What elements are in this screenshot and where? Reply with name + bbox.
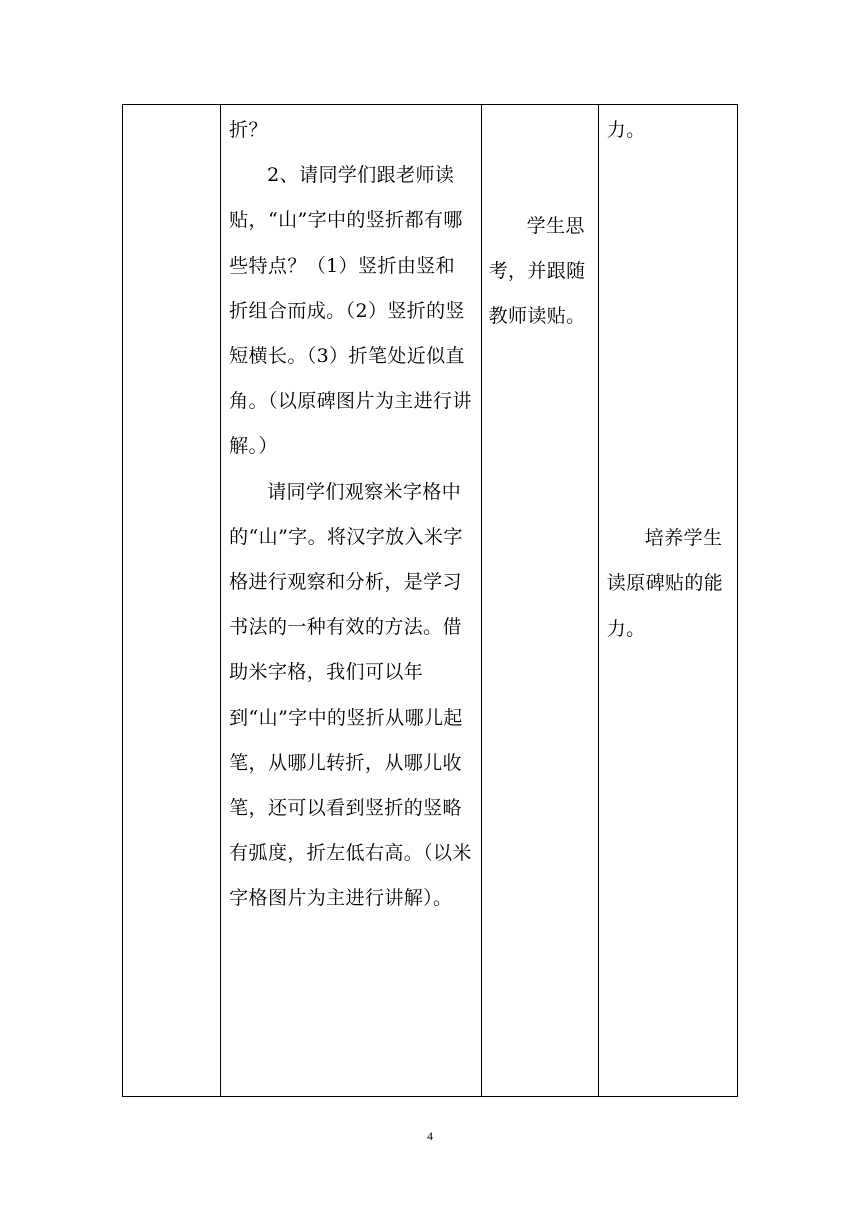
teacher-activity-continuation: 折？ <box>229 119 268 141</box>
lesson-table <box>122 104 738 1097</box>
teacher-activity-cell <box>221 105 481 1097</box>
cell-spacer <box>607 153 731 516</box>
teacher-activity-step-2: 2、请同学们跟老师读贴，“山”字中的竖折都有哪些特点？（1）竖折由竖和折组合而成。（2）竖折的竖短横长。（3）折笔处近似直角。（以原碑图片为主进行讲解。） <box>229 164 472 458</box>
cell-spacer <box>489 108 592 204</box>
empty-cell <box>123 105 221 1097</box>
teacher-activity-observation: 请同学们观察米字格中的“山”字。将汉字放入米字格进行观察和分析，是学习书法的一种有效的方法。借助米字格，我们可以年到“山”字中的竖折从哪儿起笔，从哪儿转折，从哪儿收笔，还可以看到竖折的竖略有弧度，折左低右高。（以米字格图片为主进行讲解）。 <box>229 480 472 910</box>
student-activity-text: 学生思考，并跟随教师读贴。 <box>488 215 586 328</box>
student-activity-cell <box>481 105 598 1097</box>
page-number: 4 <box>427 1129 433 1143</box>
design-intent-cell <box>598 105 737 1097</box>
table-row <box>123 105 738 1097</box>
design-intent-text: 培养学生读原碑贴的能力。 <box>606 527 724 640</box>
design-intent-continuation: 力。 <box>606 119 646 141</box>
